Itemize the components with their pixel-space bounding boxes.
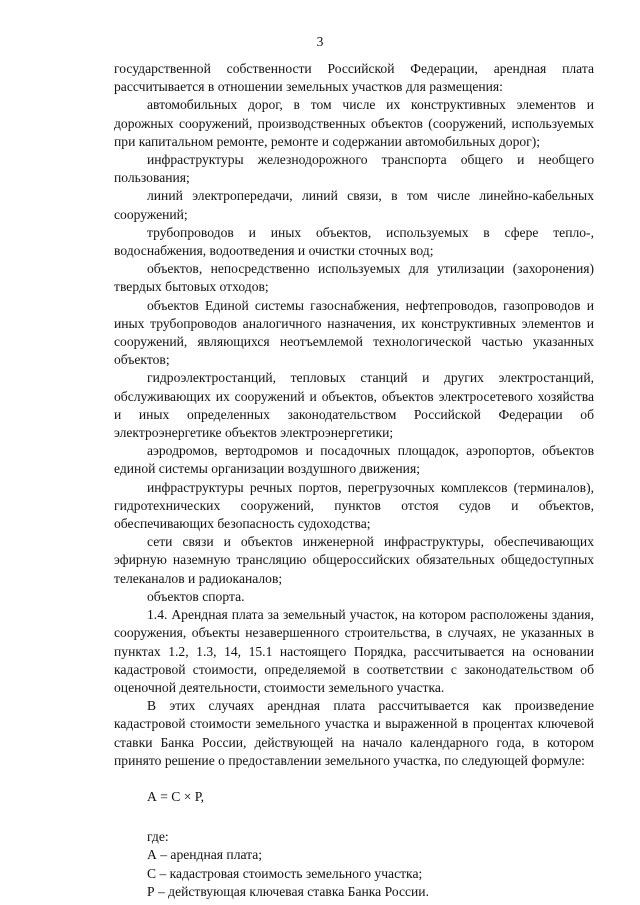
list-item-river-ports: инфраструктуры речных портов, перегрузочных комплексов (терминалов), гидротехнических сооружений, пунктов отстоя судов и объектов, обеспечивающих безопасность судоходства; (114, 479, 594, 532)
formula: А = С × Р, (147, 788, 205, 804)
document-body (114, 60, 594, 901)
list-item-sport: объектов спорта. (147, 588, 245, 604)
list-item-airfields: аэродромов, вертодромов и посадочных площадок, аэропортов, объектов единой системы организации воздушного движения; (114, 443, 594, 477)
list-item-railway: инфраструктуры железнодорожного транспорта общего и необщего пользования; (114, 152, 594, 186)
paragraph-continuation: государственной собственности Российской Федерации, арендная плата рассчитывается в отношении земельных участков для размещения: (114, 61, 594, 95)
definition-p: Р – действующая ключевая ставка Банка России. (147, 883, 429, 899)
page-number: 3 (316, 34, 324, 49)
list-item-communication: сети связи и объектов инженерной инфраструктуры, обеспечивающих эфирную наземную трансляцию общероссийских обязательных общедоступных телеканалов и радиоканалов; (114, 534, 594, 586)
where-label: где: (147, 829, 169, 845)
list-item-power-plants: гидроэлектростанций, тепловых станций и других электростанций, обслуживающих их сооружений и объектов, объектов электросетевого хозяйства и иных определенных законодательством Российской Федерации об электроэнергетике объектов электроэнергетики; (114, 370, 594, 441)
list-item-pipelines: трубопроводов и иных объектов, используемых в сфере тепло-, водоснабжения, водоотведения и очистки сточных вод; (114, 224, 594, 259)
list-item-roads: автомобильных дорог, в том числе их конструктивных элементов и дорожных сооружений, производственных объектов (сооружений, используемых при капитальном ремонте, ремонте и содержании автомобильных дорог); (114, 97, 594, 149)
definition-a: А – арендная плата; (147, 847, 263, 863)
list-item-gas-system: объектов Единой системы газоснабжения, нефтепроводов, газопроводов и иных трубопроводов аналогичного назначения, их конструктивных элементов и сооружений, являющихся неотъемлемой технологической частью указанных объектов; (114, 297, 594, 368)
paragraph-1-4: 1.4. Арендная плата за земельный участок, на котором расположены здания, сооружения, объекты незавершенного строительства, в случаях, не указанных в пунктах 1.2, 1.3, 14, 15.1 настоящего Порядка, рассчитывается на основании кадастровой стоимости, определяемой в соответствии с законодательством об оценочной деятельности, стоимости земельного участка. (114, 607, 594, 695)
paragraph-calculation: В этих случаях арендная плата рассчитывается как произведение кадастровой стоимости земельного участка и выраженной в процентах ключевой ставки Банка России, действующей на начало календарного года, в котором принято решение о предоставлении земельного участка, по следующей формуле: (114, 698, 594, 768)
definition-c: С – кадастровая стоимость земельного участка; (147, 865, 423, 881)
list-item-power-lines: линий электропередачи, линий связи, в том числе линейно-кабельных сооружений; (114, 188, 594, 222)
list-item-waste: объектов, непосредственно используемых для утилизации (захоронения) твердых бытовых отходов; (114, 261, 594, 295)
